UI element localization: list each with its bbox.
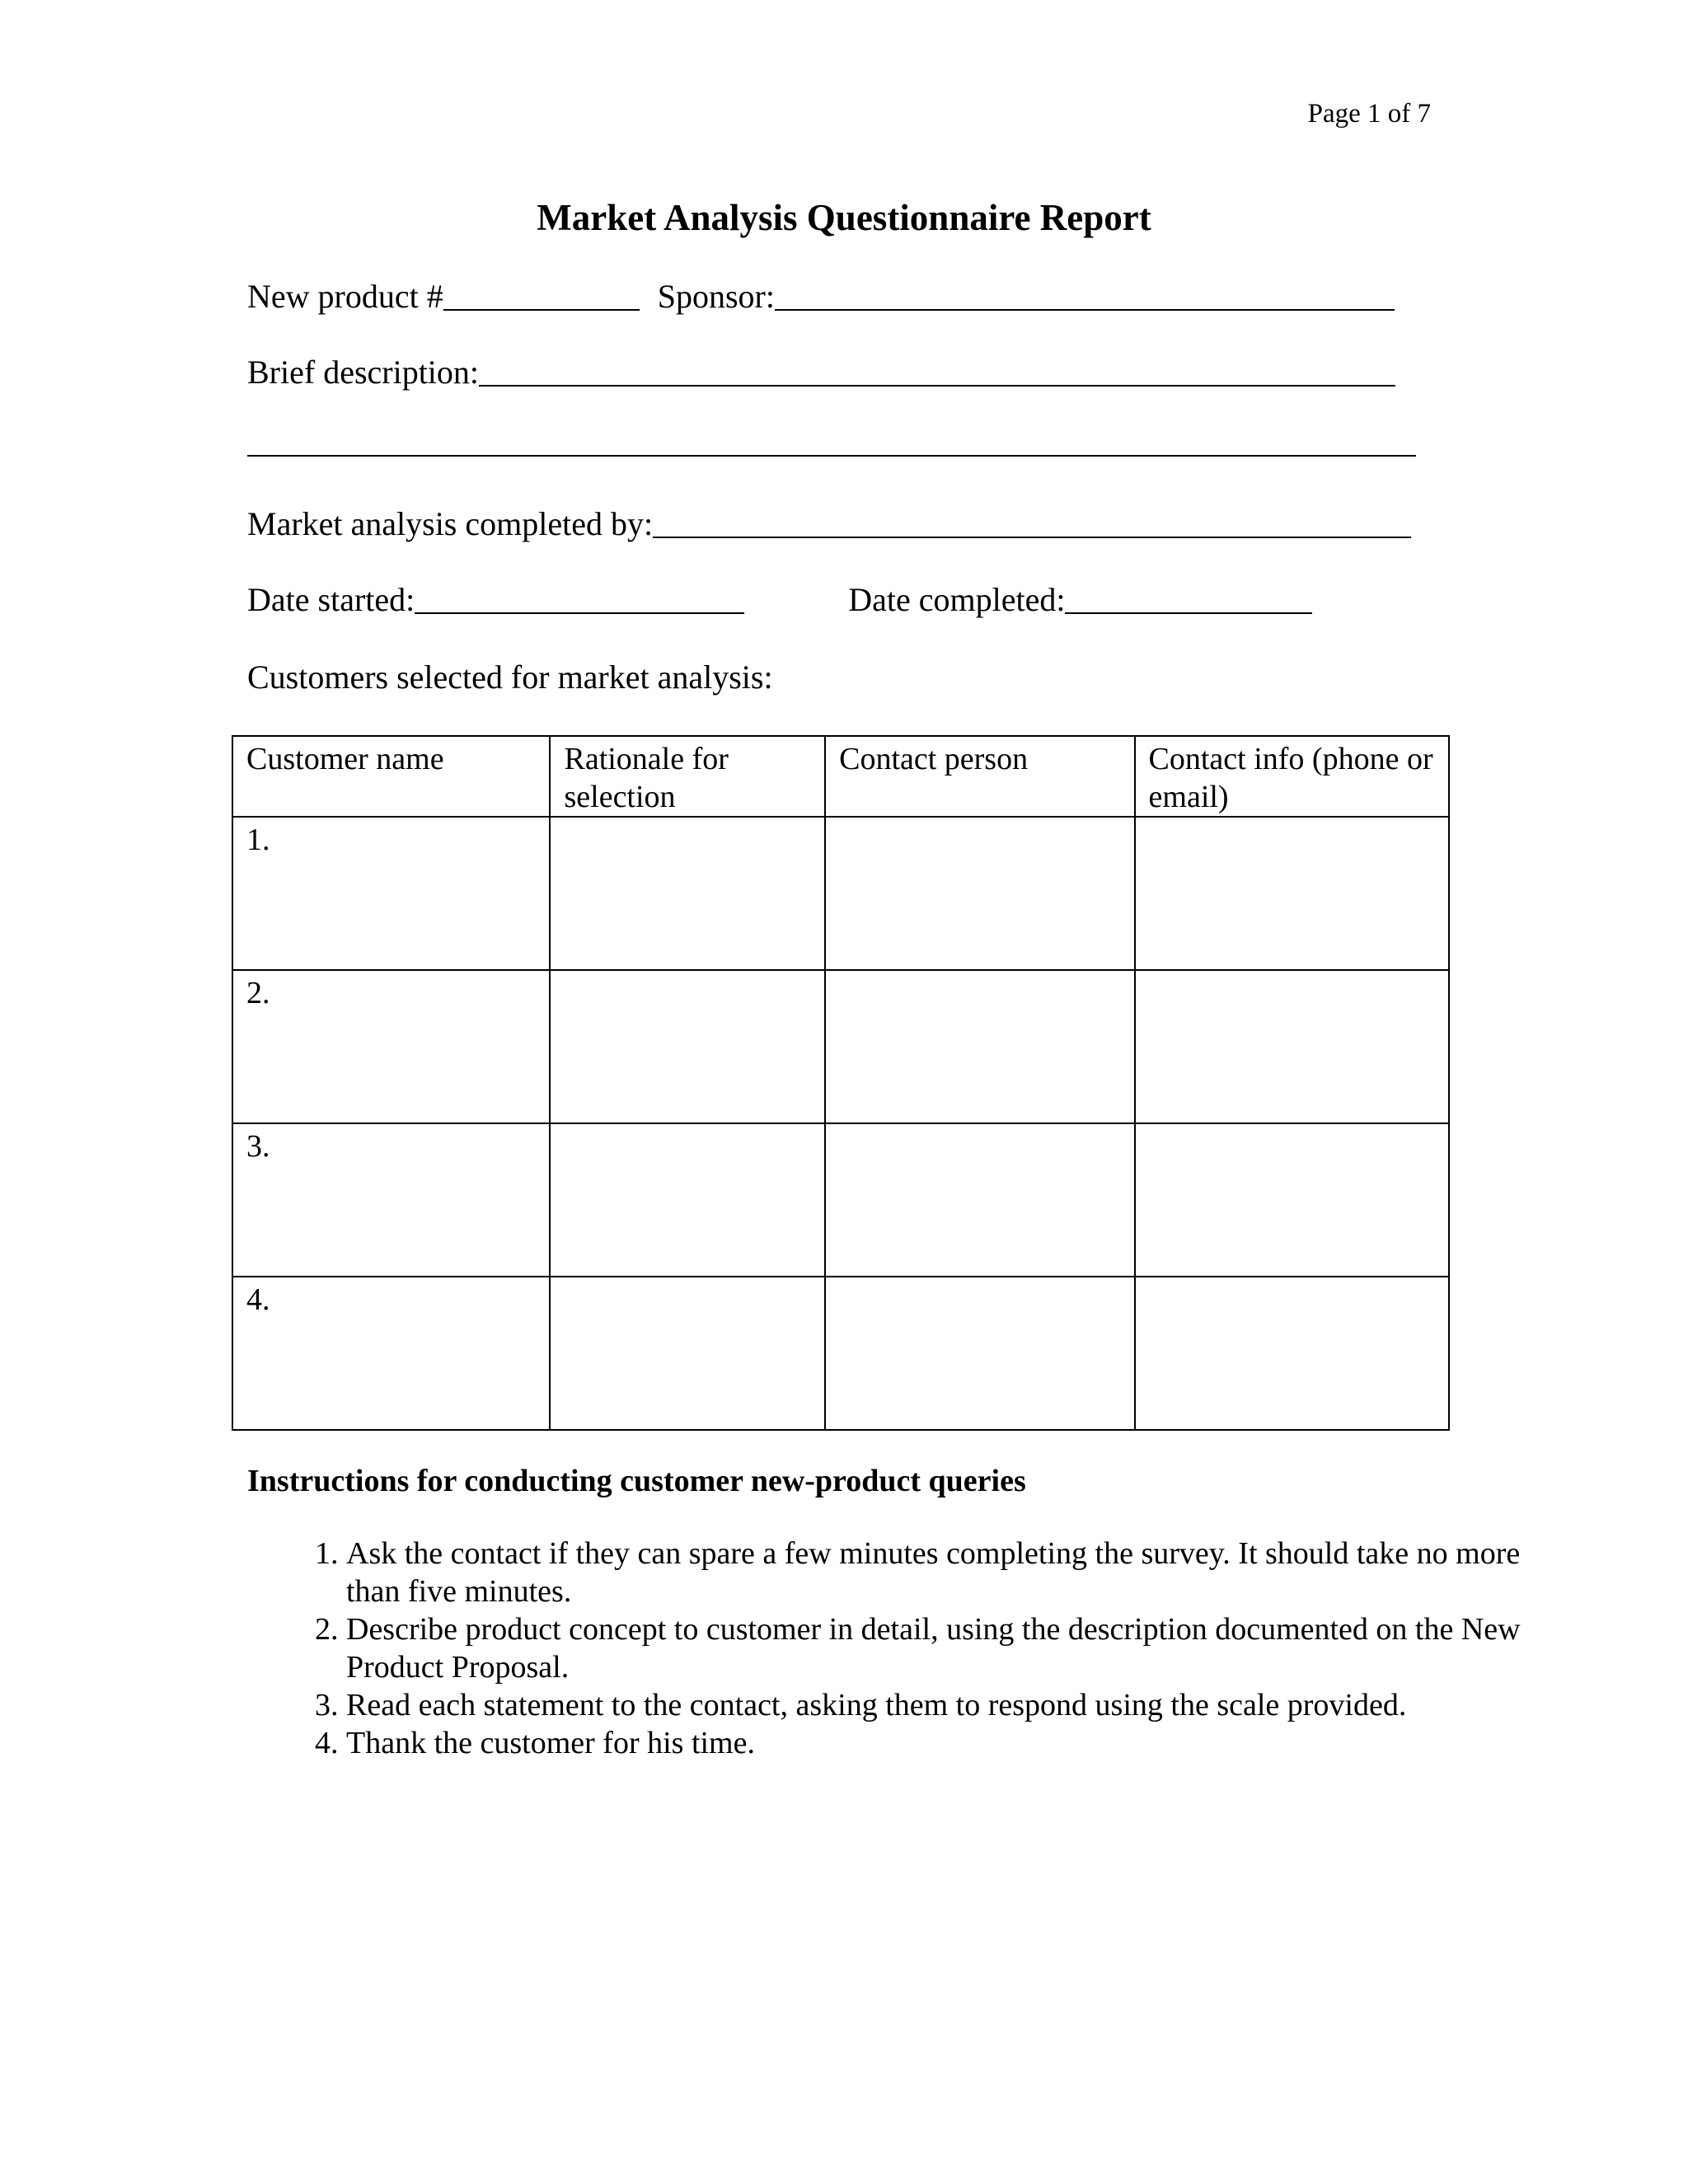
completed-by-line xyxy=(247,504,1411,543)
customers-selected-line xyxy=(247,658,773,696)
header-contact-person: Contact person xyxy=(825,736,1134,817)
new-product-field[interactable] xyxy=(443,281,640,311)
dates-line xyxy=(247,580,1312,619)
row-number-cell[interactable]: 2. xyxy=(232,970,550,1123)
table-row xyxy=(232,970,1449,1123)
header-contact-info: Contact info (phone or email) xyxy=(1135,736,1449,817)
completed-by-label: Market analysis completed by: xyxy=(247,505,654,542)
date-completed-label: Date completed: xyxy=(848,581,1066,618)
contact-person-cell[interactable] xyxy=(825,1277,1134,1430)
sponsor-label: Sponsor: xyxy=(657,278,775,315)
customers-selected-label: Customers selected for market analysis: xyxy=(247,658,773,696)
sponsor-field[interactable] xyxy=(775,281,1395,311)
contact-person-cell[interactable] xyxy=(825,817,1134,970)
page-number: Page 1 of 7 xyxy=(1307,99,1431,129)
header-rationale: Rationale for selection xyxy=(550,736,825,817)
table-row xyxy=(232,817,1449,970)
table-row xyxy=(232,1123,1449,1277)
header-customer-name: Customer name xyxy=(232,736,550,817)
new-product-label: New product # xyxy=(247,278,443,315)
contact-person-cell[interactable] xyxy=(825,970,1134,1123)
document-title: Market Analysis Questionnaire Report xyxy=(537,197,1151,238)
contact-info-cell[interactable] xyxy=(1135,817,1449,970)
date-completed-field[interactable] xyxy=(1065,584,1312,614)
instructions-list xyxy=(247,1535,1533,1762)
instruction-item: 3. Read each statement to the contact, asking them to respond using the scale provided. xyxy=(346,1686,1533,1724)
instruction-item: 2. Describe product concept to customer in detail, using the description documented on the New Product Proposal. xyxy=(346,1610,1533,1686)
rationale-cell[interactable] xyxy=(550,817,825,970)
instruction-item: 1. Ask the contact if they can spare a few minutes completing the survey. It should take no more than five minutes. xyxy=(346,1535,1533,1610)
row-number-cell[interactable]: 4. xyxy=(232,1277,550,1430)
row-number-cell[interactable]: 3. xyxy=(232,1123,550,1277)
row-number-cell[interactable]: 1. xyxy=(232,817,550,970)
product-sponsor-line xyxy=(247,277,1395,316)
contact-info-cell[interactable] xyxy=(1135,1123,1449,1277)
date-started-label: Date started: xyxy=(247,581,415,618)
contact-info-cell[interactable] xyxy=(1135,970,1449,1123)
table-header-row xyxy=(232,736,1449,817)
date-started-field[interactable] xyxy=(415,584,744,614)
contact-person-cell[interactable] xyxy=(825,1123,1134,1277)
brief-description-field[interactable] xyxy=(479,357,1395,387)
completed-by-field[interactable] xyxy=(653,509,1411,538)
table-row xyxy=(232,1277,1449,1430)
instructions-heading: Instructions for conducting customer new-product queries xyxy=(247,1464,1026,1498)
rationale-cell[interactable] xyxy=(550,1123,825,1277)
instruction-item: 4. Thank the customer for his time. xyxy=(346,1724,1533,1762)
brief-description-label: Brief description: xyxy=(247,354,480,391)
customers-table xyxy=(232,735,1450,1431)
brief-description-line xyxy=(247,353,1395,391)
contact-info-cell[interactable] xyxy=(1135,1277,1449,1430)
rationale-cell[interactable] xyxy=(550,1277,825,1430)
brief-description-field-2[interactable] xyxy=(247,427,1416,457)
rationale-cell[interactable] xyxy=(550,970,825,1123)
brief-description-continuation-line xyxy=(247,427,1416,462)
